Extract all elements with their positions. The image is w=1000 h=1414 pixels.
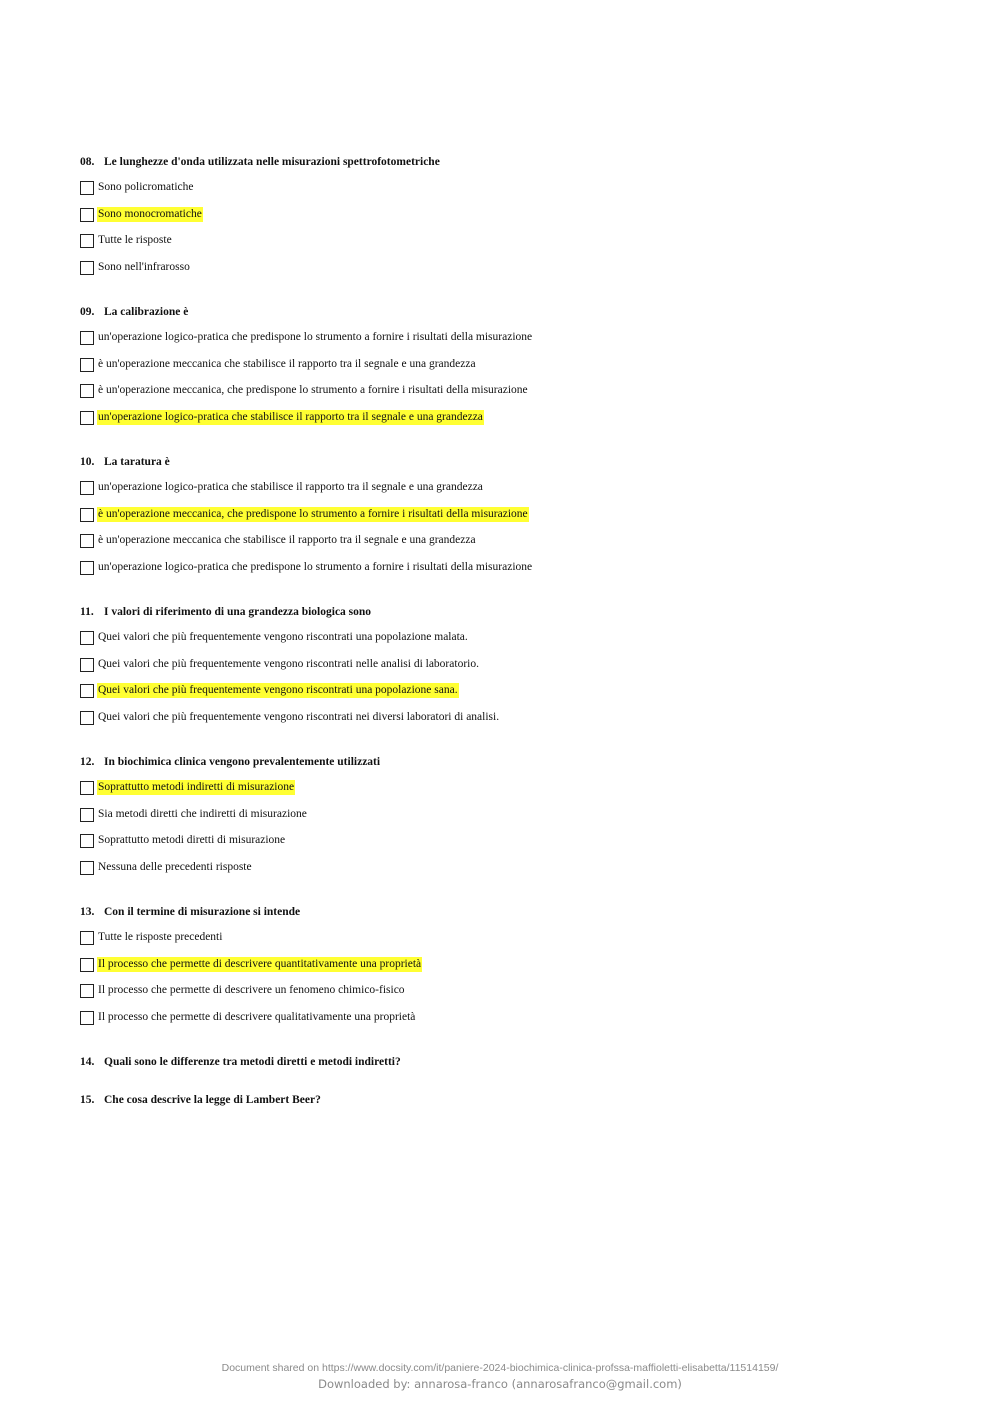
answer-checkbox[interactable] — [80, 834, 94, 848]
answer-option[interactable] — [80, 357, 940, 384]
answer-option[interactable] — [80, 780, 940, 807]
answer-text-highlighted: Sono monocromatiche — [98, 207, 202, 220]
answer-text: Sia metodi diretti che indiretti di misurazione — [98, 807, 307, 820]
answer-option[interactable] — [80, 657, 940, 684]
answer-checkbox[interactable] — [80, 931, 94, 945]
answer-checkbox[interactable] — [80, 208, 94, 222]
answer-option[interactable] — [80, 383, 940, 410]
question-number: 14. — [80, 1056, 95, 1068]
question-block — [80, 604, 940, 736]
answer-text: Quei valori che più frequentemente vengono riscontrati nelle analisi di laboratorio. — [98, 657, 479, 670]
answer-checkbox[interactable] — [80, 508, 94, 522]
answer-checkbox[interactable] — [80, 1011, 94, 1025]
answer-checkbox[interactable] — [80, 411, 94, 425]
answer-checkbox[interactable] — [80, 181, 94, 195]
question-title — [80, 904, 940, 921]
question-block — [80, 754, 940, 886]
answer-text: un'operazione logico-pratica che predispone lo strumento a fornire i risultati della misurazione — [98, 560, 533, 573]
question-text: Con il termine di misurazione si intende — [104, 906, 301, 918]
answer-option[interactable] — [80, 507, 940, 534]
answer-text: Tutte le risposte — [98, 234, 172, 246]
question-number: 11. — [80, 606, 94, 618]
answer-checkbox[interactable] — [80, 808, 94, 822]
question-block — [80, 1092, 940, 1109]
answer-option[interactable] — [80, 207, 940, 234]
answer-checkbox[interactable] — [80, 384, 94, 398]
footer-shared-notice: Document shared on https://www.docsity.com/it/paniere-2024-biochimica-clinica-profssa-maffioletti-elisabetta/11514159/ — [221, 1362, 779, 1374]
question-number: 13. — [80, 906, 95, 918]
question-title — [80, 1092, 940, 1109]
question-number: 08. — [80, 156, 95, 168]
answer-text: è un'operazione meccanica che stabilisce il rapporto tra il segnale e una grandezza — [98, 534, 476, 546]
answer-checkbox[interactable] — [80, 261, 94, 275]
answer-checkbox[interactable] — [80, 631, 94, 645]
answer-checkbox[interactable] — [80, 958, 94, 972]
footer-downloaded-by: Downloaded by: annarosa-franco (annarosafranco@gmail.com) — [318, 1377, 682, 1391]
answer-text: Quei valori che più frequentemente vengono riscontrati nei diversi laboratori di analisi. — [98, 710, 500, 723]
answer-text: è un'operazione meccanica, che predispone lo strumento a fornire i risultati della misurazione — [98, 384, 528, 396]
answer-text: un'operazione logico-pratica che stabilisce il rapporto tra il segnale e una grandezza — [98, 481, 483, 493]
answer-checkbox[interactable] — [80, 358, 94, 372]
question-list — [80, 154, 940, 1130]
answer-option[interactable] — [80, 533, 940, 560]
answer-option[interactable] — [80, 957, 940, 984]
answer-option[interactable] — [80, 1010, 940, 1037]
answer-text: Quei valori che più frequentemente vengono riscontrati una popolazione malata. — [98, 631, 468, 643]
answer-text: Soprattutto metodi diretti di misurazione — [98, 834, 286, 846]
question-block — [80, 454, 940, 586]
question-number: 10. — [80, 456, 95, 468]
answer-checkbox[interactable] — [80, 534, 94, 548]
question-number: 12. — [80, 756, 95, 768]
answer-text: Sono nell'infrarosso — [98, 260, 190, 273]
answer-option[interactable] — [80, 983, 940, 1010]
answer-option[interactable] — [80, 260, 940, 287]
answer-text: Nessuna delle precedenti risposte — [98, 860, 252, 873]
answer-option[interactable] — [80, 560, 940, 587]
answer-checkbox[interactable] — [80, 711, 94, 725]
answer-checkbox[interactable] — [80, 861, 94, 875]
question-text: La calibrazione è — [104, 306, 189, 318]
document-footer — [0, 1361, 1000, 1393]
question-text: Le lunghezze d'onda utilizzata nelle misurazioni spettrofotometriche — [104, 156, 440, 168]
question-title — [80, 754, 940, 771]
question-title — [80, 1054, 940, 1071]
answer-text: Il processo che permette di descrivere un fenomeno chimico-fisico — [98, 984, 405, 996]
answer-text-highlighted: Soprattutto metodi indiretti di misurazione — [98, 781, 295, 793]
question-block — [80, 304, 940, 436]
answer-checkbox[interactable] — [80, 658, 94, 672]
answer-option[interactable] — [80, 480, 940, 507]
question-number: 09. — [80, 306, 95, 318]
answer-checkbox[interactable] — [80, 234, 94, 248]
question-block — [80, 904, 940, 1036]
answer-text: è un'operazione meccanica che stabilisce il rapporto tra il segnale e una grandezza — [98, 357, 476, 370]
answer-text-highlighted: Quei valori che più frequentemente vengono riscontrati una popolazione sana. — [98, 684, 458, 696]
answer-text: Tutte le risposte precedenti — [98, 931, 223, 943]
answer-checkbox[interactable] — [80, 684, 94, 698]
answer-option[interactable] — [80, 710, 940, 737]
answer-option[interactable] — [80, 180, 940, 207]
answer-checkbox[interactable] — [80, 984, 94, 998]
answer-text-highlighted: Il processo che permette di descrivere quantitativamente una proprietà — [98, 957, 422, 970]
answer-checkbox[interactable] — [80, 561, 94, 575]
answer-checkbox[interactable] — [80, 331, 94, 345]
question-title — [80, 454, 940, 471]
answer-text-highlighted: è un'operazione meccanica, che predispone lo strumento a fornire i risultati della misurazione — [98, 507, 528, 520]
question-block — [80, 154, 940, 286]
question-text: La taratura è — [104, 456, 170, 468]
question-text: Che cosa descrive la legge di Lambert Beer? — [104, 1094, 321, 1106]
answer-option[interactable] — [80, 930, 940, 957]
question-text: I valori di riferimento di una grandezza biologica sono — [104, 606, 372, 618]
answer-option[interactable] — [80, 330, 940, 357]
question-text: In biochimica clinica vengono prevalentemente utilizzati — [104, 756, 381, 768]
answer-text: Sono policromatiche — [98, 181, 194, 193]
question-block — [80, 1054, 940, 1071]
question-title — [80, 304, 940, 321]
answer-option[interactable] — [80, 807, 940, 834]
question-text: Quali sono le differenze tra metodi diretti e metodi indiretti? — [104, 1056, 401, 1068]
question-number: 15. — [80, 1094, 95, 1106]
answer-option[interactable] — [80, 410, 940, 437]
answer-checkbox[interactable] — [80, 781, 94, 795]
question-title — [80, 604, 940, 621]
answer-checkbox[interactable] — [80, 481, 94, 495]
answer-text: un'operazione logico-pratica che predispone lo strumento a fornire i risultati della misurazione — [98, 331, 533, 343]
answer-text: Il processo che permette di descrivere qualitativamente una proprietà — [98, 1010, 416, 1023]
answer-option[interactable] — [80, 233, 940, 260]
answer-option[interactable] — [80, 860, 940, 887]
answer-text-highlighted: un'operazione logico-pratica che stabilisce il rapporto tra il segnale e una grandezza — [98, 410, 483, 423]
answer-option[interactable] — [80, 630, 940, 657]
question-title — [80, 154, 940, 171]
answer-option[interactable] — [80, 833, 940, 860]
answer-option[interactable] — [80, 683, 940, 710]
